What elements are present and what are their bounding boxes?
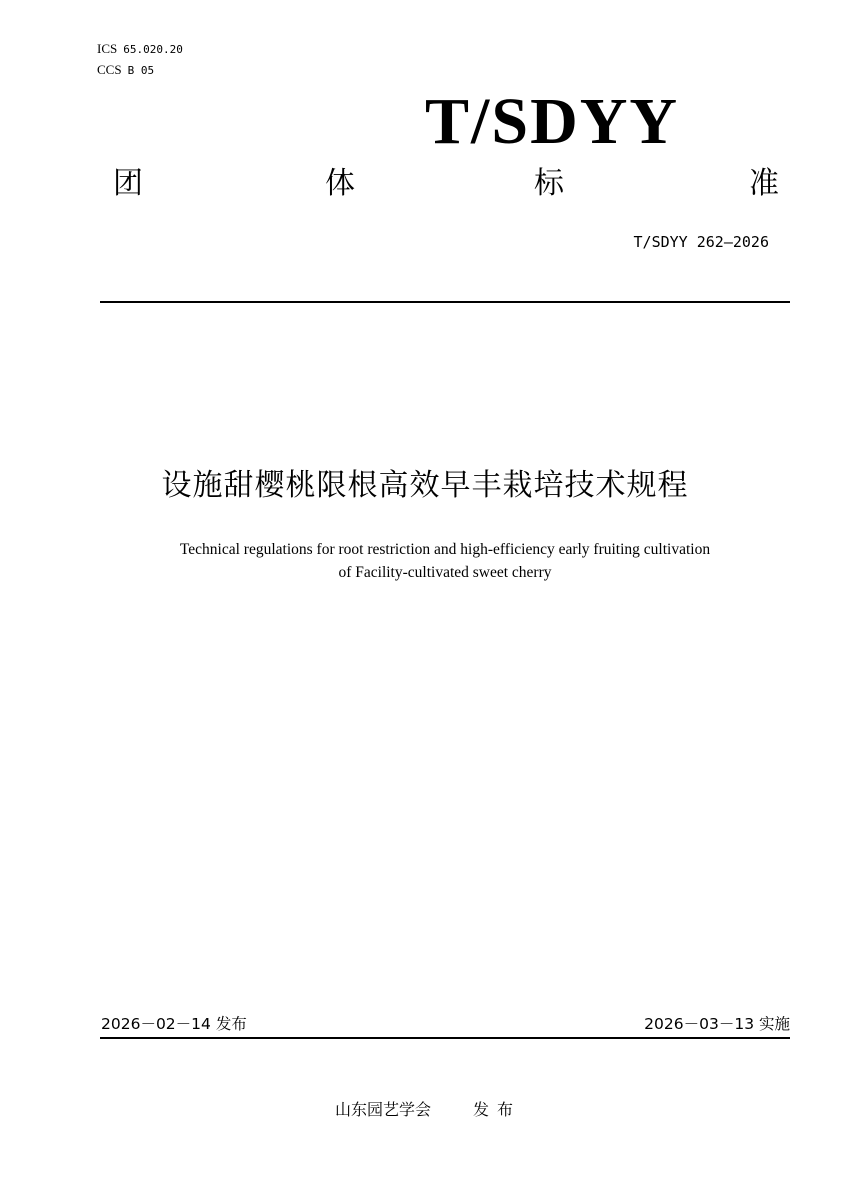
ics-code: 65.020.20 xyxy=(123,43,183,56)
implement-date: 2026－03－13 实施 xyxy=(644,1015,790,1033)
publisher-action: 发布 xyxy=(473,1100,522,1119)
ccs-label: CCS xyxy=(97,62,122,77)
standard-logo: T/SDYY xyxy=(425,85,680,158)
standard-type-char: 准 xyxy=(749,166,779,201)
ics-classification xyxy=(97,42,183,57)
standard-type-char: 标 xyxy=(534,166,564,201)
footer-divider xyxy=(100,1037,790,1039)
ccs-code: B 05 xyxy=(127,64,155,77)
header-divider xyxy=(100,301,790,303)
standard-type-char: 团 xyxy=(113,166,143,201)
standard-number: T/SDYY 262—2026 xyxy=(633,233,769,251)
document-title-english-line2: of Facility-cultivated sweet cherry xyxy=(338,564,552,581)
publisher-organization: 山东园艺学会 xyxy=(334,1100,431,1119)
ics-label: ICS xyxy=(97,41,118,56)
publisher xyxy=(0,1099,850,1121)
document-title-chinese: 设施甜樱桃限根高效早丰栽培技术规程 xyxy=(161,468,689,503)
standard-type-char: 体 xyxy=(325,166,355,201)
publish-date: 2026－02－14 发布 xyxy=(101,1015,247,1033)
ccs-classification xyxy=(97,63,154,78)
document-title-english-line1: Technical regulations for root restriction and high-efficiency early fruiting cultivation xyxy=(179,541,711,558)
